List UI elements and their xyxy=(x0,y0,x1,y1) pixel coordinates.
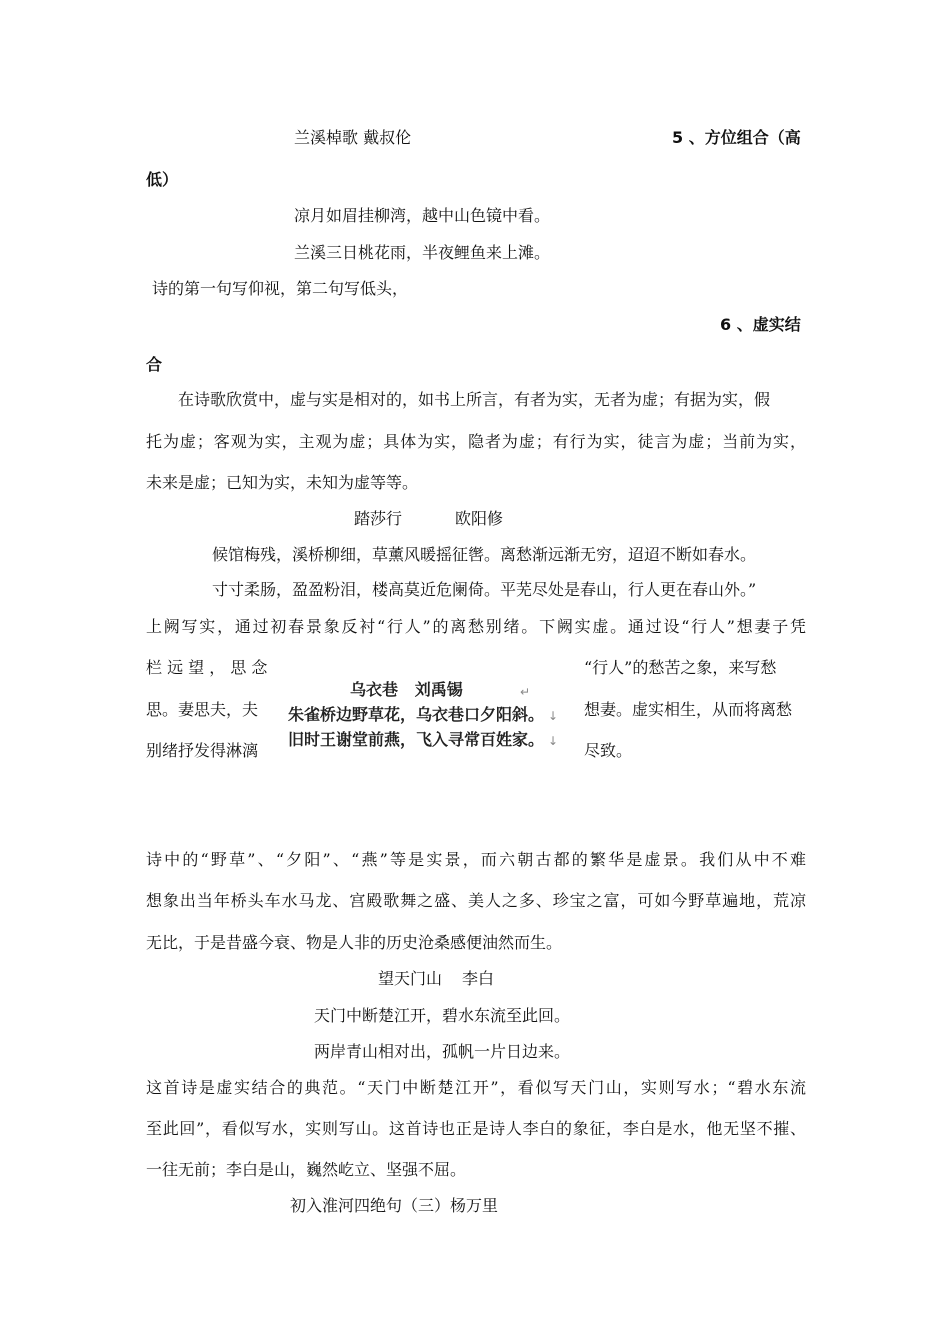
poem-line: 候馆梅残，溪桥柳细，草薰风暖摇征辔。离愁渐远渐无穷，迢迢不断如春水。 xyxy=(212,545,757,564)
analysis-line-left: 思。妻思夫，夫 xyxy=(146,700,259,719)
analysis-line: 一往无前；李白是山，巍然屹立、坚强不屈。 xyxy=(146,1160,467,1179)
section-6-heading: 6 、虚实结 xyxy=(720,315,801,334)
inset-poem-title: 乌衣巷 刘禹锡 xyxy=(350,680,463,699)
poem-title-tashaxing: 踏莎行 xyxy=(354,509,403,528)
analysis-line-right: 想妻。虚实相生，从而将离愁 xyxy=(584,700,793,719)
paragraph-mark: ↵ xyxy=(520,685,531,699)
poem-line: 两岸青山相对出，孤帆一片日边来。 xyxy=(314,1042,571,1061)
analysis-line: 无比，于是昔盛今衰、物是人非的历史沧桑感便油然而生。 xyxy=(146,933,563,952)
poem-author: 欧阳修 xyxy=(455,509,504,528)
analysis-line: 上阙写实，通过初春景象反衬“行人”的离愁别绪。下阙实虚。通过设“行人”想妻子凭 xyxy=(146,617,806,636)
analysis-line: 诗中的“野草”、“夕阳”、“燕”等是实景，而六朝古都的繁华是虚景。我们从中不难 xyxy=(146,850,806,869)
analysis-line-left: 别绪抒发得淋漓 xyxy=(146,741,259,760)
poem-line: 天门中断楚江开，碧水东流至此回。 xyxy=(314,1006,571,1025)
analysis-line-right: 尽致。 xyxy=(584,741,633,760)
paragraph-line: 在诗歌欣赏中，虚与实是相对的，如书上所言，有者为实，无者为虚；有据为实，假 xyxy=(178,390,771,409)
poem-author: 李白 xyxy=(462,969,495,988)
inset-poem-image xyxy=(280,673,580,763)
next-poem-title: 初入淮河四绝句（三）杨万里 xyxy=(290,1196,499,1215)
section-6-heading-cont: 合 xyxy=(146,355,163,374)
analysis-line: 想象出当年桥头车水马龙、宫殿歌舞之盛、美人之多、珍宝之富，可如今野草遍地，荒凉 xyxy=(146,891,806,910)
analysis-line: 至此回”，看似写水，实则写山。这首诗也正是诗人李白的象征，李白是水，他无坚不摧、 xyxy=(146,1119,806,1138)
paragraph-line: 托为虚；客观为实，主观为虚；具体为实，隐者为虚；有行为实，徒言为虚；当前为实， xyxy=(146,432,806,451)
paragraph-line: 未来是虚；已知为实，未知为虚等等。 xyxy=(146,473,419,492)
inset-poem-line: 朱雀桥边野草花，乌衣巷口夕阳斜。 ↓ xyxy=(288,705,559,724)
poem-line: 寸寸柔肠，盈盈粉泪，楼高莫近危阑倚。平芜尽处是春山，行人更在春山外。” xyxy=(212,580,757,599)
analysis-line: 这首诗是虚实结合的典范。“天门中断楚江开”，看似写天门山，实则写水；“碧水东流 xyxy=(146,1078,806,1097)
section-5-heading-cont: 低） xyxy=(146,170,179,189)
poem-note: 诗的第一句写仰视，第二句写低头， xyxy=(152,279,409,298)
poem-line: 凉月如眉挂柳湾，越中山色镜中看。 xyxy=(294,206,551,225)
inset-poem-line: 旧时王谢堂前燕，飞入寻常百姓家。 ↓ xyxy=(288,730,559,749)
analysis-line-right: “行人”的愁苦之象，来写愁 xyxy=(584,658,777,677)
section-5-heading: 5 、方位组合（高 xyxy=(672,128,801,147)
poem-title-lanxi: 兰溪棹歌 戴叔伦 xyxy=(294,128,412,147)
poem-title-tianmenshan: 望天门山 xyxy=(378,969,443,988)
poem-line: 兰溪三日桃花雨，半夜鲤鱼来上滩。 xyxy=(294,243,551,262)
analysis-line-left: 栏 远 望 ， 思 念 xyxy=(146,658,268,677)
